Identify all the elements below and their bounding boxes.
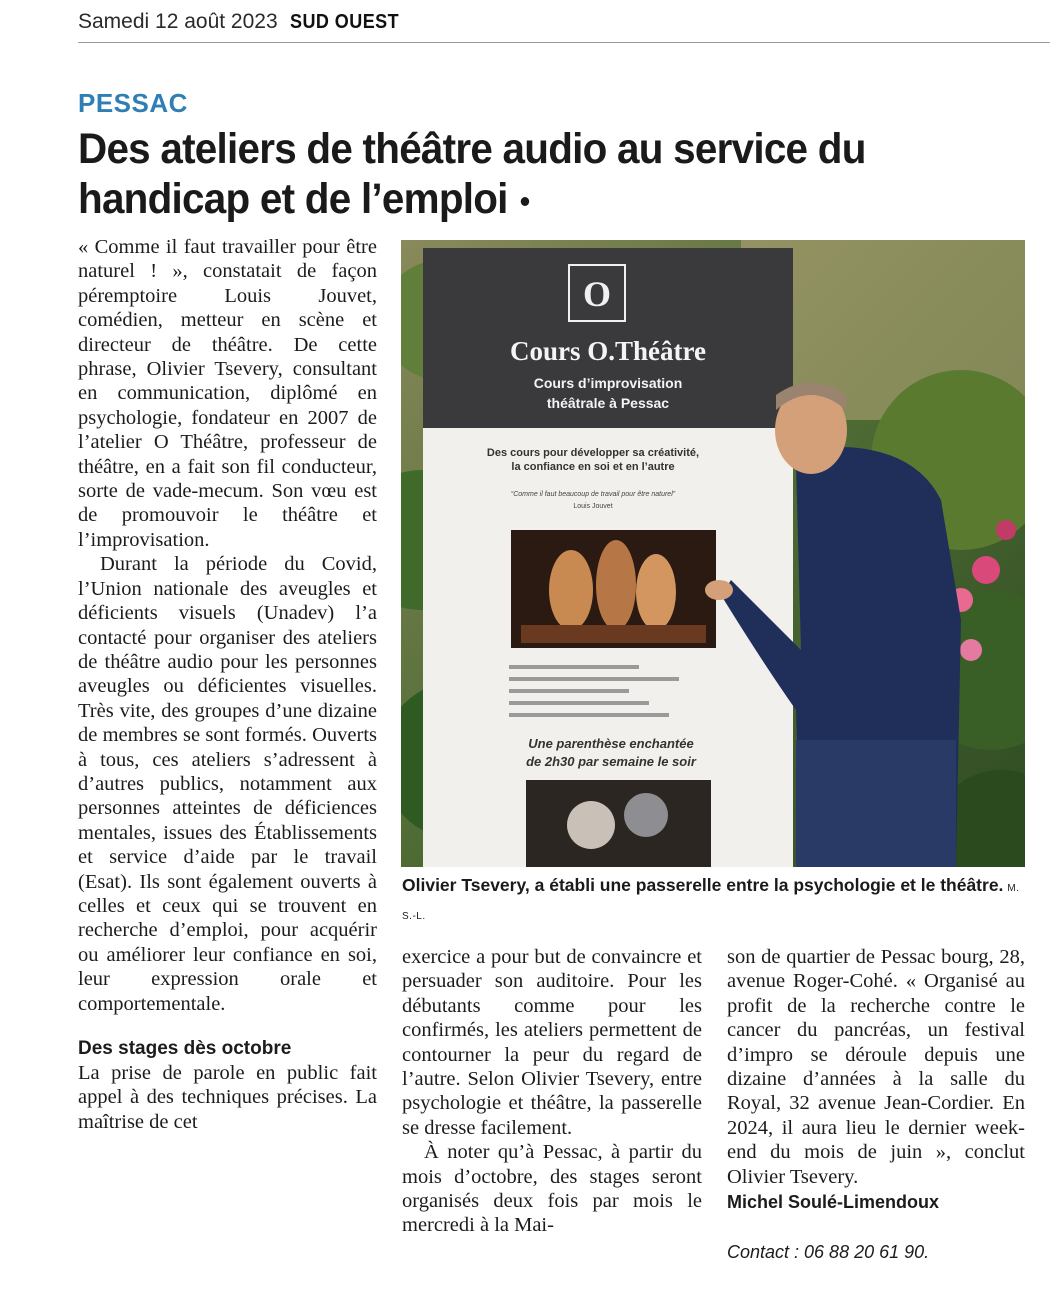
banner-quote-author: Louis Jouvet <box>573 503 613 510</box>
headline-text: Des ateliers de théâtre audio au service du handicap et de l’emploi <box>78 125 866 223</box>
banner-text-2: la confiance en soi et en l’autre <box>511 461 675 473</box>
banner-tagline-1: Une parenthèse enchantée <box>528 736 694 751</box>
newspaper-name: SUD OUEST <box>289 10 399 33</box>
banner-logo-letter: O <box>582 274 612 314</box>
paragraph: exercice a pour but de convaincre et persuader son auditoire. Pour les débutants comme pour les confirmés, les ateliers permettent de contourner la peur du regard de l’autre. Selon Olivier Tsevery, entre psychologie et théâtre, la passerelle se dresse facilement. <box>402 946 702 1139</box>
paragraph: son de quartier de Pessac bourg, 28, avenue Roger-Cohé. « Organisé au profit de la recherche contre le cancer du pancréas, un festival d’impro se déroule depuis une dizaine d’années à la salle du Royal, 32 avenue Jean-Cordier. En 2024, il aura lieu le dernier week-end du mois de juin », conclut Olivier Tsevery. <box>727 946 1025 1188</box>
photo-caption <box>402 873 1024 929</box>
banner-quote: “Comme il faut beaucoup de travail pour être naturel” <box>510 491 676 498</box>
banner-photo-2 <box>526 780 711 867</box>
banner-tagline-2: de 2h30 par semaine le soir <box>526 754 696 769</box>
caption-text: Olivier Tsevery, a établi une passerelle entre la psychologie et le théâtre. <box>402 875 1004 895</box>
photo-credit: M. S.-L. <box>402 883 1020 922</box>
banner-text-1: Des cours pour développer sa créativité, <box>486 447 700 459</box>
masthead-rule <box>78 42 1050 43</box>
article-column-3 <box>727 945 1025 1264</box>
article-headline <box>78 124 924 224</box>
section-label: PESSAC <box>78 88 188 118</box>
headline-dot-icon <box>521 197 529 206</box>
paragraph: À noter qu’à Pessac, à partir du mois d’octobre, des stages seront organisés deux fois par mois le mercredi à la Mai- <box>402 1141 702 1237</box>
banner-subtitle-1: Cours d’improvisation <box>533 375 683 391</box>
banner <box>423 248 793 867</box>
paragraph: La prise de parole en public fait appel à des techniques précises. La maîtrise de cet <box>78 1062 377 1133</box>
issue-date: Samedi 12 août 2023 <box>78 10 278 33</box>
photo-illustration <box>401 240 1025 867</box>
paragraph: Durant la période du Covid, l’Union nationale des aveugles et déficients visuels (Unadev) l’a contacté pour organiser des ateliers de théâtre audio pour les personnes aveugles ou déficientes visuelles. Très vite, des groupes d’une dizaine de membres se sont formés. Ouverts à tous, ces ateliers s’adressent à d’autres publics, notamment aux personnes atteintes de déficiences mentales, issues des Établissements et service d’aide par le travail (Esat). Ils sont également ouverts à celles et ceux qui se trouvent en recherche d’emploi, pour acquérir ou améliorer leur confiance en soi, leur expression orale et comportementale. <box>78 553 377 1015</box>
author-byline: Michel Soulé-Limendoux <box>727 1192 940 1213</box>
banner-title: Cours O.Théâtre <box>510 336 706 366</box>
article-column-1 <box>78 235 377 1134</box>
paragraph: « Comme il faut travailler pour être naturel ! », constatait de façon péremptoire Louis Jouvet, comédien, metteur en scène et directeur de théâtre. De cette phrase, Olivier Tsevery, consultant en communication, diplômé en psychologie, fondateur en 2007 de l’atelier O Théâtre, professeur de théâtre, en a fait son fil conducteur, sorte de vade-mecum. Son vœu est de promouvoir le théâtre et l’improvisation. <box>78 236 377 551</box>
subheading: Des stages dès octobre <box>78 1038 292 1059</box>
banner-subtitle-2: théâtrale à Pessac <box>546 395 670 411</box>
article-column-2 <box>402 945 702 1238</box>
masthead <box>78 6 411 38</box>
article-photo <box>401 240 1025 867</box>
contact-line: Contact : 06 88 20 61 90. <box>727 1242 930 1263</box>
